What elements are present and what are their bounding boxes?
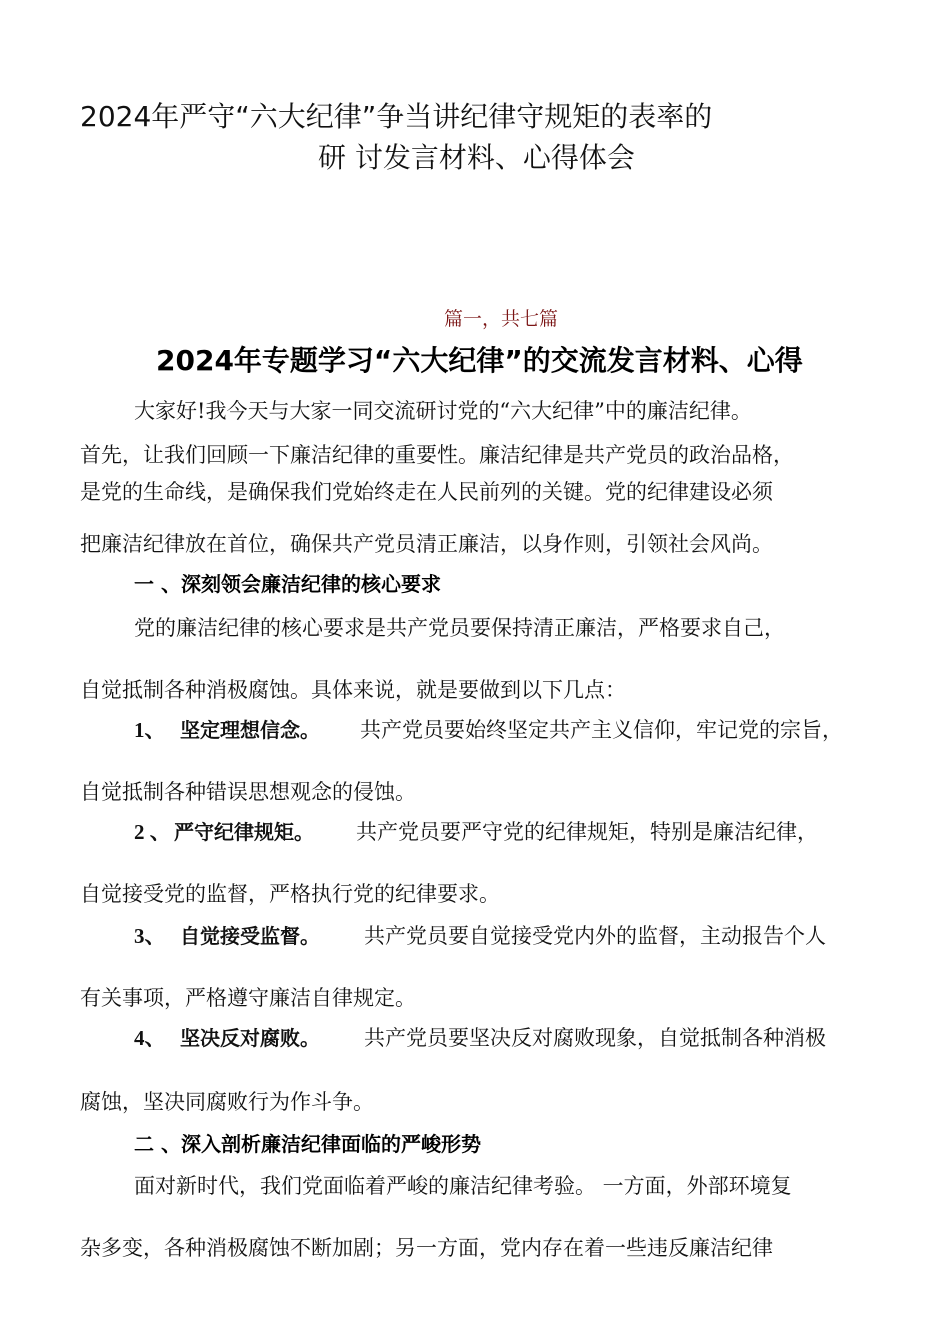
point-item-4 xyxy=(134,1024,826,1052)
document-title-line-1: 2024年严守“六大纪律”争当讲纪律守规矩的表率的 xyxy=(80,100,713,133)
point-number: 4、 xyxy=(134,1026,166,1050)
point-number: 2 、 xyxy=(134,820,171,844)
article-subtitle: 2024年专题学习“六大纪律”的交流发言材料、心得 xyxy=(156,344,803,377)
point-lead: 坚定理想信念。 xyxy=(180,718,320,742)
point-text: 共产党员要自觉接受党内外的监督，主动报告个人 xyxy=(364,924,826,948)
point-text: 共产党员要坚决反对腐败现象，自觉抵制各种消极 xyxy=(364,1026,826,1050)
point-1-continuation: 自觉抵制各种错误思想观念的侵蚀。 xyxy=(80,780,416,804)
section-label: 篇一，共七篇 xyxy=(444,308,559,330)
para1-line-2: 自觉抵制各种消极腐蚀。具体来说，就是要做到以下几点： xyxy=(80,678,626,702)
document-title-line-2: 研 讨发言材料、心得体会 xyxy=(318,141,635,174)
para1-line-1: 党的廉洁纪律的核心要求是共产党员要保持清正廉洁，严格要求自己， xyxy=(134,616,785,640)
point-lead: 坚决反对腐败。 xyxy=(180,1026,320,1050)
para2-line-1: 面对新时代，我们党面临着严峻的廉洁纪律考验。 一方面，外部环境复 xyxy=(134,1174,792,1198)
point-text: 共产党员要始终坚定共产主义信仰，牢记党的宗旨， xyxy=(360,718,843,742)
point-number: 3、 xyxy=(134,924,166,948)
point-text: 共产党员要严守党的纪律规矩，特别是廉洁纪律， xyxy=(356,820,818,844)
section-heading-1: 一 、深刻领会廉洁纪律的核心要求 xyxy=(134,572,441,596)
intro-line-3: 是党的生命线，是确保我们党始终走在人民前列的关键。党的纪律建设必须 xyxy=(80,480,773,504)
intro-line-2: 首先，让我们回顾一下廉洁纪律的重要性。廉洁纪律是共产党员的政治品格， xyxy=(80,443,794,467)
para2-line-2: 杂多变，各种消极腐蚀不断加剧；另一方面，党内存在着一些违反廉洁纪律 xyxy=(80,1236,773,1260)
point-lead: 严守纪律规矩。 xyxy=(174,820,314,844)
point-item-1 xyxy=(134,716,843,744)
point-4-continuation: 腐蚀，坚决同腐败行为作斗争。 xyxy=(80,1090,374,1114)
point-2-continuation: 自觉接受党的监督，严格执行党的纪律要求。 xyxy=(80,882,500,906)
point-item-2 xyxy=(134,818,818,846)
point-item-3 xyxy=(134,922,826,950)
intro-line-1: 大家好!我今天与大家一同交流研讨党的“六大纪律”中的廉洁纪律。 xyxy=(134,399,752,423)
point-3-continuation: 有关事项，严格遵守廉洁自律规定。 xyxy=(80,986,416,1010)
point-lead: 自觉接受监督。 xyxy=(180,924,320,948)
point-number: 1、 xyxy=(134,718,166,742)
intro-line-4: 把廉洁纪律放在首位，确保共产党员清正廉洁，以身作则，引领社会风尚。 xyxy=(80,532,773,556)
section-heading-2: 二 、深入剖析廉洁纪律面临的严峻形势 xyxy=(134,1132,481,1156)
